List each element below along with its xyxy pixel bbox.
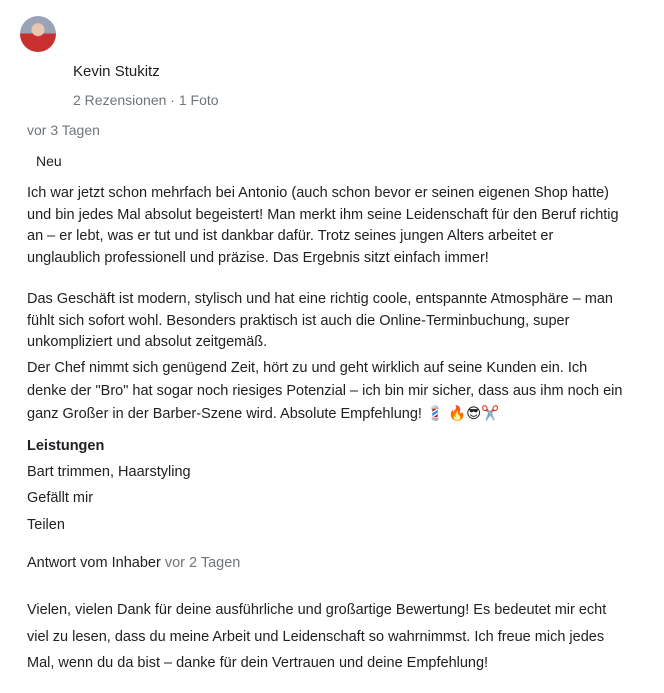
owner-response-label: Antwort vom Inhaber	[27, 555, 161, 571]
reviewer-meta: 2 Rezensionen · 1 Foto	[73, 92, 219, 108]
owner-response-header	[27, 555, 240, 571]
services-list: Bart trimmen, Haarstyling	[27, 464, 191, 480]
owner-response-date: vor 2 Tagen	[164, 555, 241, 571]
reviewer-name[interactable]: Kevin Stukitz	[73, 63, 160, 80]
share-button[interactable]: Teilen	[27, 517, 65, 533]
services-heading: Leistungen	[27, 438, 105, 454]
new-badge: Neu	[36, 153, 62, 169]
review-paragraph-2: Das Geschäft ist modern, stylisch und hat eine richtig coole, entspannte Atmosphäre – man fühlt sich sofort wohl. Besonders praktisch ist auch die Online-Terminbuchung, super unkompliziert und absolut zeitgemäß.	[27, 291, 613, 350]
review-paragraph-1: Ich war jetzt schon mehrfach bei Antonio (auch schon bevor er seinen eigenen Shop hatte) und bin jedes Mal absolut begeistert! Man merkt ihm seine Leidenschaft für den Beruf richtig an – er lebt, was er tut und ist dankbar dafür. Trotz seines jungen Alters arbeitet er unglaublich professionell und präzise. Das Ergebnis sitzt einfach immer!	[27, 185, 619, 266]
owner-response-text: Vielen, vielen Dank für deine ausführliche und großartige Bewertung! Es bedeutet mir echt viel zu lesen, dass du meine Arbeit und Leidenschaft so wahrnimmst. Ich freue mich jedes Mal, wenn du da bist – danke für dein Vertrauen und deine Empfehlung!	[27, 602, 607, 671]
review-date: vor 3 Tagen	[27, 122, 100, 138]
like-button[interactable]: Gefällt mir	[27, 490, 94, 506]
review-paragraph-3: Der Chef nimmt sich genügend Zeit, hört zu und geht wirklich auf seine Kunden ein. Ich denke der "Bro" hat sogar noch riesiges Potenzial – ich bin mir sicher, dass aus ihm noch ein ganz Großer in der Barber-Szene wird. Absolute Empfehlung! 💈 🔥😎✂️	[27, 360, 623, 422]
avatar[interactable]	[20, 16, 56, 52]
